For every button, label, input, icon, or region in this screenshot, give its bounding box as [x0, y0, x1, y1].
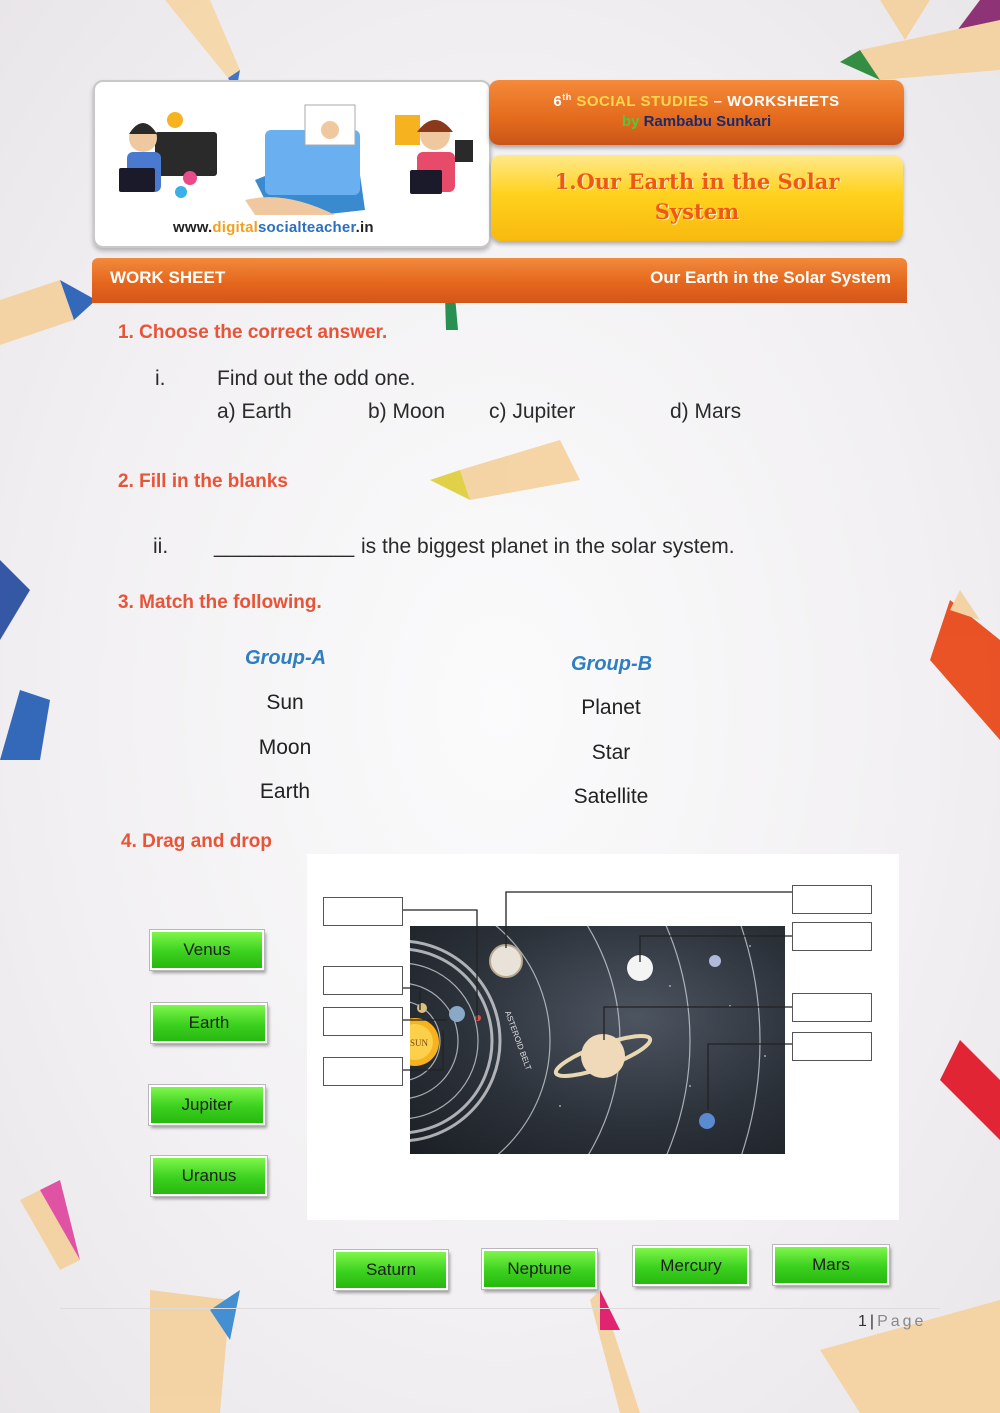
chapter-title: 1.Our Earth in the Solar System	[491, 155, 903, 241]
drop-target-box[interactable]	[792, 885, 872, 914]
page-number: 1|Page	[858, 1313, 927, 1330]
q1-title: 1. Choose the correct answer.	[118, 322, 388, 343]
drag-item-jupiter[interactable]: Jupiter	[149, 1085, 265, 1125]
worksheet-topic: Our Earth in the Solar System	[650, 268, 891, 287]
q2-blank-input[interactable]: ____________	[214, 535, 355, 558]
drag-item-mars[interactable]: Mars	[773, 1245, 889, 1285]
q1-option-a[interactable]: a) Earth	[217, 400, 292, 423]
drag-item-mercury[interactable]: Mercury	[633, 1246, 749, 1286]
q2-sentence: is the biggest planet in the solar system.	[361, 535, 735, 558]
footer-divider	[60, 1308, 940, 1309]
drop-target-box[interactable]	[323, 1007, 403, 1036]
drop-target-box[interactable]	[323, 966, 403, 995]
q1-option-c[interactable]: c) Jupiter	[489, 400, 576, 423]
q3-title: 3. Match the following.	[118, 592, 322, 613]
q1-option-d[interactable]: d) Mars	[670, 400, 742, 423]
q4-title: 4. Drag and drop	[121, 831, 272, 852]
q2-number: ii.	[153, 535, 169, 558]
group-a-item[interactable]: Moon	[258, 736, 312, 759]
q1-question: Find out the odd one.	[217, 367, 416, 390]
group-a-heading: Group-A	[245, 647, 327, 669]
group-b-item[interactable]: Planet	[581, 696, 641, 719]
drop-target-box[interactable]	[323, 897, 403, 926]
group-b-item[interactable]: Star	[591, 741, 631, 764]
asteroid-belt-label: ASTEROID BELT	[503, 1009, 533, 1072]
drop-target-box[interactable]	[792, 922, 872, 951]
drop-target-box[interactable]	[792, 1032, 872, 1061]
group-b-item[interactable]: Satellite	[573, 785, 649, 808]
worksheet-series-title: 6th SOCIAL STUDIES – WORKSHEETS by Rambabu Sunkari	[489, 80, 904, 145]
drag-item-saturn[interactable]: Saturn	[334, 1250, 448, 1290]
drop-target-box[interactable]	[792, 993, 872, 1022]
worksheet-label: WORK SHEET	[110, 268, 226, 287]
drag-item-earth[interactable]: Earth	[151, 1003, 267, 1043]
site-url[interactable]: www.digitalsocialteacher.in	[173, 219, 374, 236]
sun-label: SUN	[410, 1038, 429, 1048]
drop-target-box[interactable]	[323, 1057, 403, 1086]
drag-item-uranus[interactable]: Uranus	[151, 1156, 267, 1196]
q1-number: i.	[155, 367, 166, 390]
group-b-heading: Group-B	[571, 653, 653, 675]
q2-title: 2. Fill in the blanks	[118, 471, 288, 492]
drag-item-neptune[interactable]: Neptune	[482, 1249, 597, 1289]
group-a-item[interactable]: Earth	[259, 780, 311, 803]
drag-item-venus[interactable]: Venus	[150, 930, 264, 970]
group-a-item[interactable]: Sun	[266, 691, 304, 714]
q1-option-b[interactable]: b) Moon	[368, 400, 446, 423]
